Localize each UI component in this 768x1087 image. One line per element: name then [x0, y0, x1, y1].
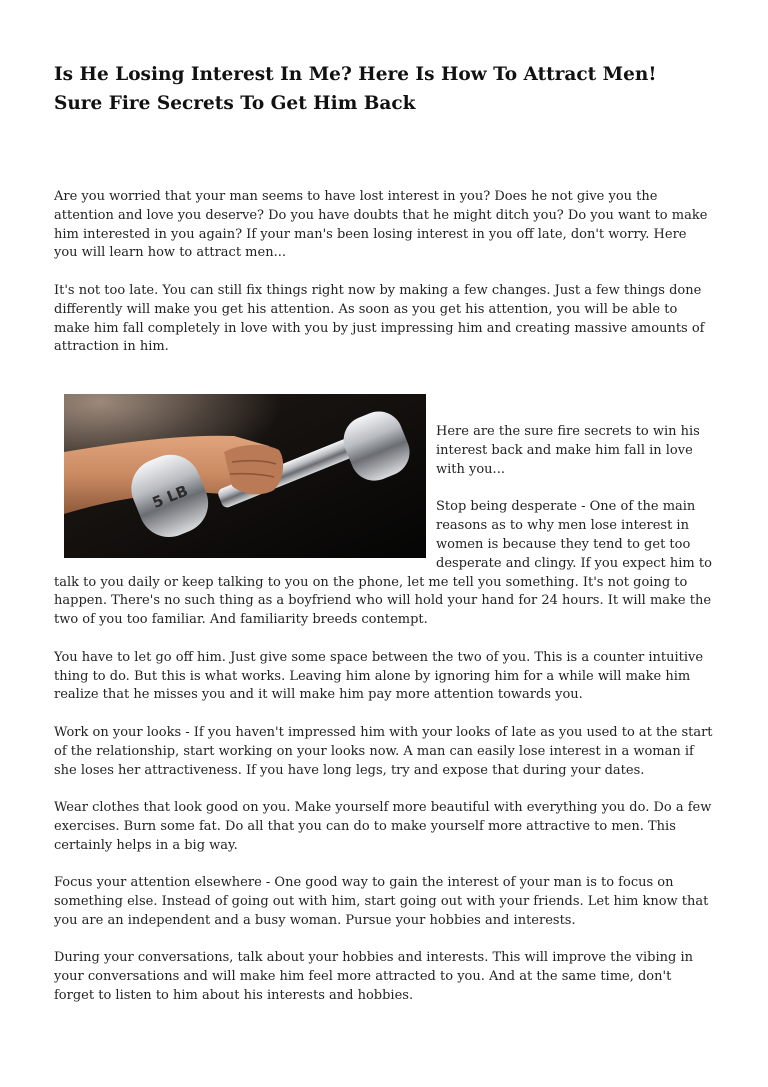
title-line-2: Sure Fire Secrets To Get Him Back	[54, 93, 416, 114]
paragraph-work-on-looks: Work on your looks - If you haven't impressed him with your looks of late as you used to at the start of the relationship, start working on your looks now. A man can easily lose interest in a woman if she loses her attractiveness. If you have long legs, try and expose that during your dates.	[54, 724, 713, 778]
weight-label: 5 LB	[149, 481, 191, 513]
figure-with-wrapped-text	[54, 394, 714, 630]
paragraph-intro-2: It's not too late. You can still fix things right now by making a few changes. Just a few things done differently will make you get his attention. As soon as you get his attention, you will be able to make him fall completely in love with you by just impressing him and creating massive amounts of attraction in him.	[54, 282, 705, 355]
paragraph-wear-clothes: Wear clothes that look good on you. Make yourself more beautiful with everything you do. Do a few exercises. Burn some fat. Do all that you can do to make yourself more attractive to men. This certainly helps in a big way.	[54, 800, 712, 853]
paragraph-focus-elsewhere: Focus your attention elsewhere - One good way to gain the interest of your man is to focus on something else. Instead of going out with him, start going out with your friends. Let him know that you are an independent and a busy woman. Pursue your hobbies and interests.	[54, 875, 709, 928]
article-title	[54, 60, 734, 118]
paragraph-intro-1: Are you worried that your man seems to have lost interest in you? Does he not give you the attention and love you deserve? Do you have doubts that he might ditch you? Do you want to make him interested in you again? If your man's been losing interest in you off late, don't worry. Here you will learn how to attract men...	[54, 189, 708, 261]
paragraph-conversations: During your conversations, talk about your hobbies and interests. This will improve the vibing in your conversations and will make him feel more attracted to you. And at the same time, don't forget to listen to him about his interests and hobbies.	[54, 950, 693, 1004]
paragraph-let-go: You have to let go off him. Just give some space between the two of you. This is a counter intuitive thing to do. But this is what works. Leaving him alone by ignoring him for a while will make him realize that he misses you and it will make him pay more attention towards you.	[54, 649, 704, 703]
paragraph-stop-being-desperate: Stop being desperate - One of the main reasons as to why men lose interest in women is because they tend to get too desperate and clingy. If you expect him to talk to you daily or keep talking to you on the phone, let me tell you something. It's not going to happen. There's no such thing as a boyfriend who will hold your hand for 24 hours. It will make the two of you too familiar. And familiarity breeds contempt.	[54, 499, 712, 628]
paragraph-secrets-intro: Here are the sure fire secrets to win his interest back and make him fall in love with you...	[436, 424, 700, 477]
dumbbell-photo	[64, 394, 426, 558]
article-body	[54, 188, 714, 1025]
title-line-1: Is He Losing Interest In Me? Here Is How To Attract Men!	[54, 64, 657, 85]
